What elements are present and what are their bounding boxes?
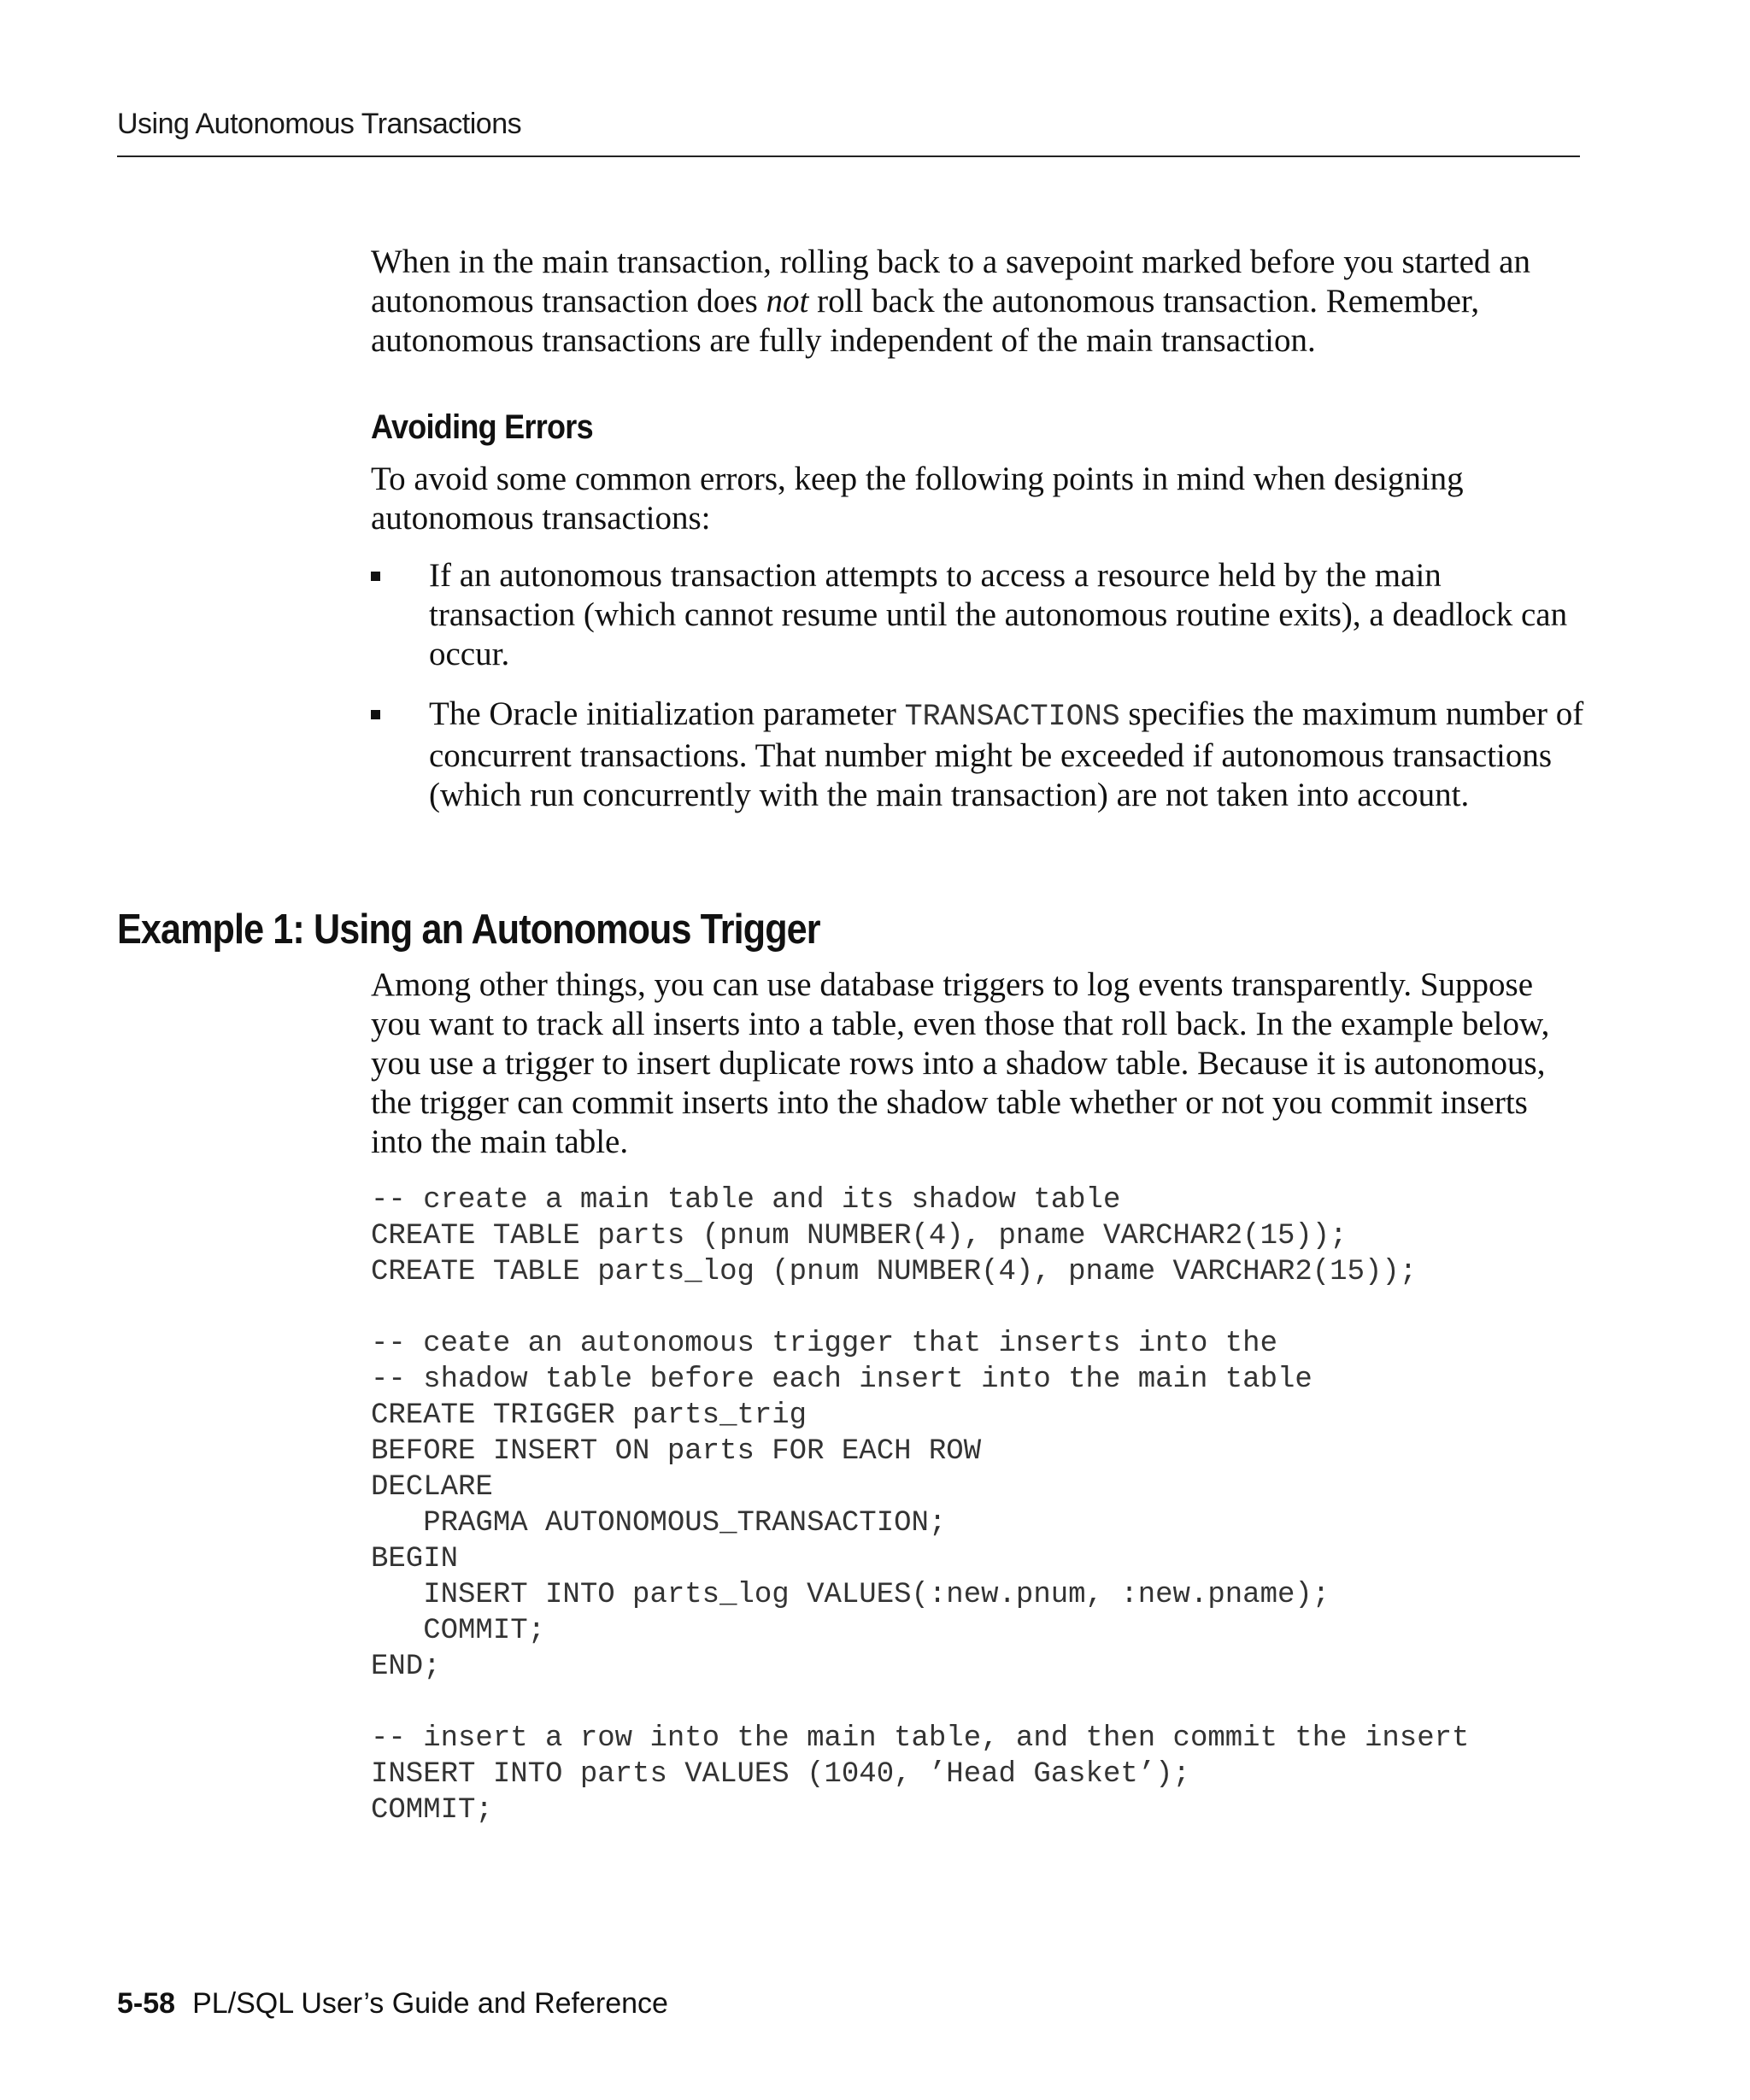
intro-paragraph	[371, 243, 1584, 361]
square-bullet-icon	[371, 572, 380, 581]
code-line: -- ceate an autonomous trigger that inserts into the	[371, 1328, 1277, 1360]
intro-text-before: When in the main transaction, rolling back to a savepoint marked before you started an autonomous transaction does	[371, 243, 1530, 320]
code-listing	[371, 1182, 1469, 1828]
code-line	[371, 1685, 1469, 1721]
book-title: PL/SQL User’s Guide and Reference	[192, 1987, 668, 2020]
page-number: 5-58	[117, 1987, 176, 2020]
code-line: COMMIT;	[371, 1615, 546, 1647]
bullet-list	[371, 556, 1584, 815]
code-line: BEGIN	[371, 1543, 459, 1575]
avoiding-errors-section	[371, 408, 1584, 447]
code-line: DECLARE	[371, 1471, 493, 1504]
code-line: -- insert a row into the main table, and then commit the insert	[371, 1722, 1470, 1755]
code-line: INSERT INTO parts_log VALUES(:new.pnum, :new.pname);	[371, 1579, 1330, 1611]
running-header: Using Autonomous Transactions	[117, 108, 522, 140]
intro-block	[371, 243, 1584, 361]
avoiding-errors-intro-block	[371, 460, 1584, 538]
code-line: COMMIT;	[371, 1794, 493, 1827]
code-line	[371, 1290, 1469, 1326]
list-item	[371, 556, 1584, 674]
code-line: END;	[371, 1651, 441, 1683]
avoiding-errors-heading: Avoiding Errors	[371, 408, 593, 446]
inline-code: TRANSACTIONS	[904, 700, 1120, 734]
bullet-text-after: specifies the maximum number of concurrent transactions. That number might be exceeded if autonomous transactions (which run concurrently with the main transaction) are not taken into account.	[429, 695, 1584, 813]
example-paragraph-block	[371, 965, 1584, 1162]
list-item	[371, 695, 1584, 815]
page-footer	[117, 1987, 668, 2021]
avoiding-errors-intro: To avoid some common errors, keep the following points in mind when designing autonomous transactions:	[371, 460, 1464, 537]
code-line: CREATE TRIGGER parts_trig	[371, 1399, 807, 1432]
code-line: PRAGMA AUTONOMOUS_TRANSACTION;	[371, 1507, 947, 1540]
header-rule	[117, 155, 1580, 157]
example-paragraph: Among other things, you can use database triggers to log events transparently. Suppose you want to track all inserts into a table, even those that roll back. In the example below, you use a trigger to insert duplicate rows into a shadow table. Because it is autonomous, the trigger can commit inserts into the shadow table whether or not you commit inserts into the main table.	[371, 966, 1550, 1160]
bullet-text: If an autonomous transaction attempts to access a resource held by the main transaction (which cannot resume until the autonomous routine exits), a deadlock can occur.	[429, 557, 1568, 672]
code-line: CREATE TABLE parts_log (pnum NUMBER(4), pname VARCHAR2(15));	[371, 1256, 1418, 1288]
code-line: CREATE TABLE parts (pnum NUMBER(4), pname VARCHAR2(15));	[371, 1220, 1348, 1252]
bullet-list-container	[371, 556, 1584, 815]
square-bullet-icon	[371, 710, 380, 719]
code-line: -- shadow table before each insert into the main table	[371, 1364, 1312, 1396]
bullet-text-before: The Oracle initialization parameter	[429, 695, 905, 732]
code-line: BEFORE INSERT ON parts FOR EACH ROW	[371, 1435, 982, 1468]
code-line: INSERT INTO parts VALUES (1040, ’Head Gasket’);	[371, 1758, 1190, 1791]
code-line: -- create a main table and its shadow table	[371, 1184, 1121, 1217]
example-heading: Example 1: Using an Autonomous Trigger	[117, 906, 820, 953]
intro-emphasis: not	[766, 283, 809, 320]
intro-text-after: roll back the autonomous transaction. Remember, autonomous transactions are fully independent of the main transaction.	[371, 283, 1480, 359]
